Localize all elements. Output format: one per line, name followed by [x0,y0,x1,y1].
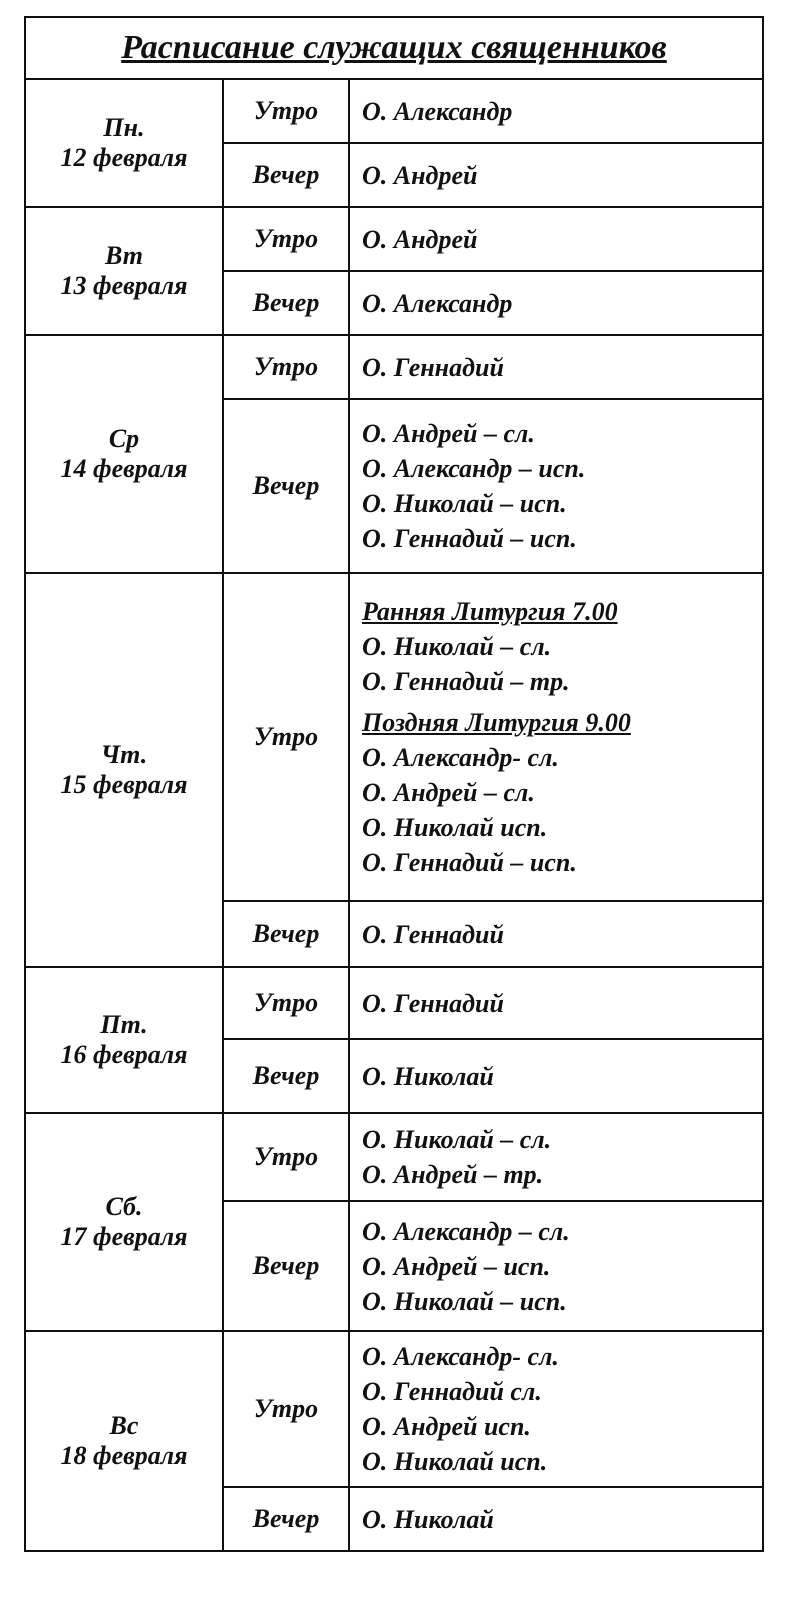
priest-line: О. Николай исп. [362,813,548,842]
slot-row [224,400,762,572]
day-date: 18 февраля [60,1441,188,1470]
day-date: 14 февраля [60,454,188,483]
day-date: 13 февраля [60,271,188,300]
priest-line: О. Николай [362,1504,494,1534]
page-title: Расписание служащих священников [26,18,762,80]
day-slots [224,574,762,966]
day-row [26,208,762,336]
priest-line: О. Николай [362,1061,494,1091]
slot-row [224,1114,762,1202]
day-label-text [60,1192,187,1252]
priest-line: О. Геннадий – исп. [362,524,577,553]
day-date: 16 февраля [60,1040,188,1069]
slot-content [350,208,762,270]
day-date: 17 февраля [60,1222,188,1251]
day-name: Ср [108,424,140,453]
slot-row [224,272,762,334]
slot-label: Вечер [224,1488,350,1550]
priest-line: О. Геннадий [362,919,504,949]
liturgy-heading: Ранняя Литургия 7.00 [362,597,618,626]
day-row [26,574,762,968]
slot-row [224,1332,762,1488]
priest-line: О. Александр [362,96,513,126]
slot-content [350,574,762,900]
liturgy-heading: Поздняя Литургия 9.00 [362,708,631,737]
day-label-text [60,424,187,484]
slot-content [350,1332,762,1486]
day-slots [224,1332,762,1550]
slot-content [350,144,762,206]
day-slots [224,208,762,334]
slot-row [224,144,762,206]
day-row [26,80,762,208]
day-name: Сб. [105,1192,143,1221]
day-slots [224,1114,762,1330]
slot-label: Утро [224,208,350,270]
slot-row [224,336,762,400]
priest-line: О. Николай – сл. [362,1125,552,1154]
slot-label: Вечер [224,400,350,572]
slot-label: Утро [224,336,350,398]
slot-row [224,1040,762,1112]
slot-content [350,336,762,398]
slot-content [350,902,762,966]
priest-line: О. Александр – исп. [362,454,586,483]
priest-line: О. Геннадий [362,988,504,1018]
slot-row [224,208,762,272]
slot-label: Утро [224,1114,350,1200]
day-slots [224,336,762,572]
day-label-text [60,1411,187,1471]
schedule-body [26,80,762,1550]
slot-label: Утро [224,968,350,1038]
day-label-text [60,740,187,800]
slot-row [224,968,762,1040]
priest-line: О. Николай – сл. [362,632,552,661]
day-label [26,574,224,966]
slot-label: Вечер [224,902,350,966]
schedule-table [24,16,764,1552]
slot-row [224,1488,762,1550]
day-row [26,1332,762,1550]
priest-line: О. Андрей – сл. [362,419,535,448]
priest-line: О. Андрей исп. [362,1412,531,1441]
priest-line: О. Николай – исп. [362,489,567,518]
slot-content [350,1114,762,1200]
slot-row [224,80,762,144]
day-slots [224,80,762,206]
priest-line: О. Андрей – исп. [362,1251,551,1281]
day-label [26,336,224,572]
day-date: 15 февраля [60,770,188,799]
priest-line: О. Геннадий – исп. [362,848,577,877]
slot-label: Вечер [224,1202,350,1330]
slot-label: Вечер [224,1040,350,1112]
day-label [26,1114,224,1330]
day-name: Вт [105,241,143,270]
slot-label: Утро [224,1332,350,1486]
day-label-text [60,1010,187,1070]
slot-content [350,272,762,334]
slot-label: Вечер [224,272,350,334]
slot-content [350,400,762,572]
day-row [26,1114,762,1332]
slot-label: Утро [224,80,350,142]
priest-line: О. Геннадий – тр. [362,667,570,696]
day-label [26,968,224,1112]
slot-content [350,1202,762,1330]
day-slots [224,968,762,1112]
day-name: Вс [109,1411,139,1440]
priest-line: О. Александр [362,288,513,318]
slot-content [350,968,762,1038]
slot-content [350,80,762,142]
priest-line: О. Андрей [362,224,478,254]
slot-content [350,1488,762,1550]
slot-label: Утро [224,574,350,900]
priest-line: О. Николай – исп. [362,1286,567,1316]
day-label [26,1332,224,1550]
day-label-text [60,241,187,301]
day-label [26,80,224,206]
day-label-text [60,113,187,173]
slot-row [224,1202,762,1330]
priest-line: О. Александр – сл. [362,1216,570,1246]
priest-line: О. Геннадий [362,352,504,382]
day-name: Пт. [100,1010,148,1039]
priest-line: О. Андрей [362,160,478,190]
day-name: Пн. [103,113,145,142]
priest-line: О. Александр- сл. [362,743,559,772]
slot-label: Вечер [224,144,350,206]
day-row [26,968,762,1114]
day-date: 12 февраля [60,143,188,172]
priest-line: О. Александр- сл. [362,1342,559,1371]
day-label [26,208,224,334]
day-name: Чт. [100,740,148,769]
slot-row [224,902,762,966]
slot-row [224,574,762,902]
priest-line: О. Андрей – сл. [362,778,535,807]
priest-line: О. Геннадий сл. [362,1377,542,1406]
day-row [26,336,762,574]
priest-line: О. Николай исп. [362,1447,548,1476]
slot-content [350,1040,762,1112]
priest-line: О. Андрей – тр. [362,1160,544,1189]
